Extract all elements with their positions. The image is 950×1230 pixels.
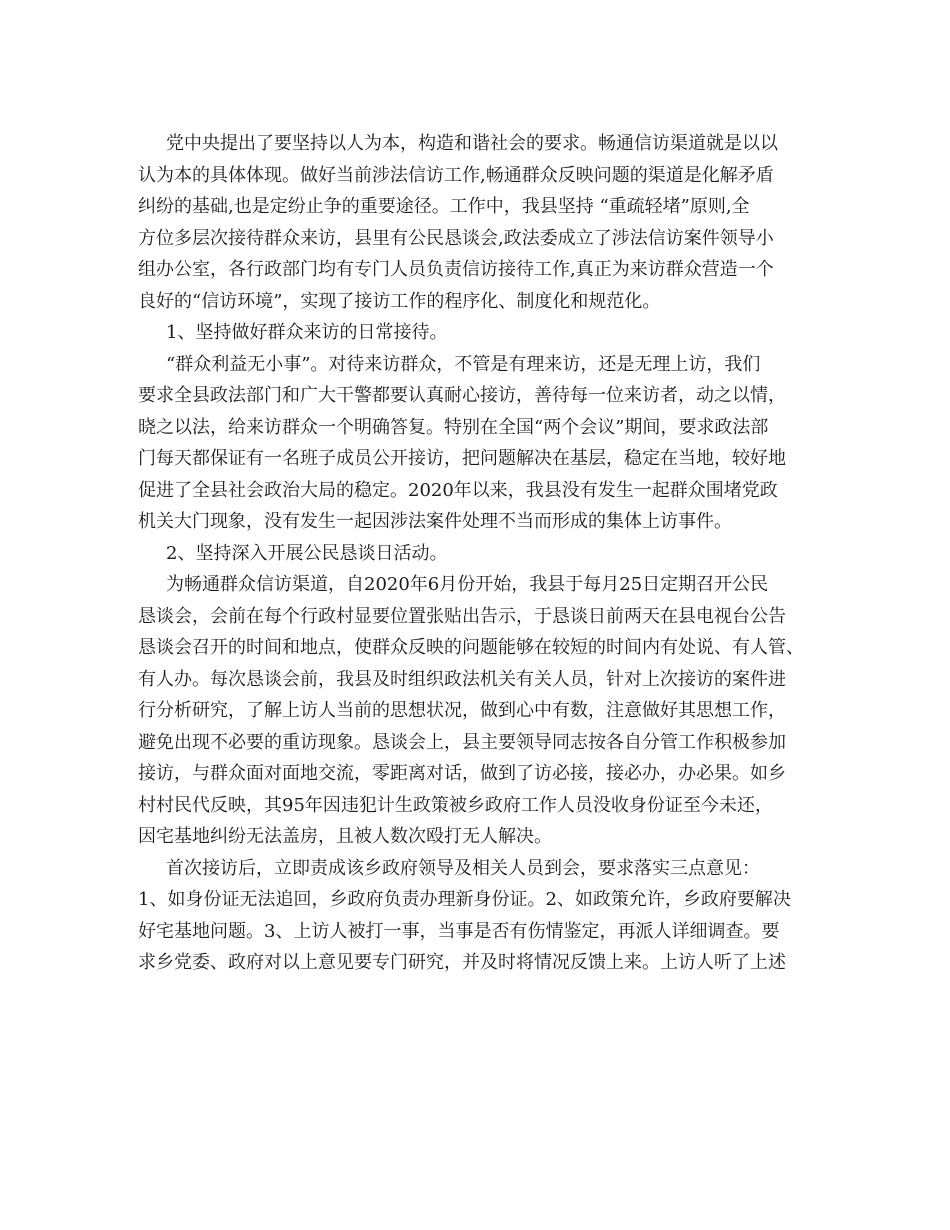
paragraph-line: 求乡党委、政府对以上意见要专门研究，并及时将情况反馈上来。上访人听了上述	[138, 952, 786, 973]
section-heading: 1、坚持做好群众来访的日常接待。	[166, 322, 448, 343]
paragraph-line: 认为本的具体体现。做好当前涉法信访工作,畅通群众反映问题的渠道是化解矛盾	[138, 164, 774, 186]
paragraph-line: 良好的“信访环境”，实现了接访工作的程序化、制度化和规范化。	[138, 290, 661, 312]
paragraph-line: 为畅通群众信访渠道，自2020年6月份开始，我县于每月25日定期召开公民	[166, 574, 769, 595]
paragraph-line: 门每天都保证有一名班子成员公开接访，把问题解决在基层，稳定在当地，较好地	[138, 448, 786, 469]
paragraph-line: 接访，与群众面对面地交流，零距离对话，做到了访必接，接必办，办必果。如乡	[138, 763, 786, 784]
paragraph-line: 好宅基地问题。3、上访人被打一事，当事是否有伤情鉴定，再派人详细调查。要	[138, 920, 780, 942]
section-heading: 2、坚持深入开展公民恳谈日活动。	[166, 542, 448, 564]
paragraph-line: 有人办。每次恳谈会前，我县及时组织政法机关有关人员，针对上次接访的案件进	[138, 668, 786, 690]
paragraph-line: 要求全县政法部门和广大干警都要认真耐心接访，善待每一位来访者，动之以情，	[138, 385, 786, 406]
paragraph-line: “群众利益无小事”。对待来访群众，不管是有理来访，还是无理上访，我们	[166, 353, 761, 375]
paragraph-line: 机关大门现象，没有发生一起因涉法案件处理不当而形成的集体上访事件。	[138, 511, 732, 532]
paragraph-line: 1、如身份证无法追回，乡政府负责办理新身份证。2、如政策允许，乡政府要解决	[138, 889, 791, 910]
paragraph-line: 促进了全县社会政治大局的稳定。2020年以来，我县没有发生一起群众围堵党政	[138, 479, 778, 501]
paragraph-line: 方位多层次接待群众来访，县里有公民恳谈会,政法委成立了涉法信访案件领导小	[138, 227, 774, 249]
paragraph-line: 村村民代反映，其95年因违犯计生政策被乡政府工作人员没收身份证至今未还，	[138, 794, 773, 816]
paragraph-line: 纠纷的基础,也是定纷止争的重要途径。工作中，我县坚持 “重疏轻堵”原则,全	[138, 196, 750, 217]
paragraph-line: 因宅基地纠纷无法盖房，且被人数次殴打无人解决。	[138, 826, 552, 847]
paragraph-line: 行分析研究，了解上访人当前的思想状况，做到心中有数，注意做好其思想工作，	[138, 700, 786, 721]
paragraph-line: 恳谈会，会前在每个行政村显要位置张贴出告示，于恳谈日前两天在县电视台公告	[138, 605, 786, 627]
document-body	[138, 128, 828, 979]
paragraph-line: 晓之以法，给来访群众一个明确答复。特别在全国“两个会议”期间，要求政法部	[138, 416, 769, 438]
paragraph-line: 首次接访后，立即责成该乡政府领导及相关人员到会，要求落实三点意见：	[166, 857, 760, 879]
paragraph-line: 避免出现不必要的重访现象。恳谈会上，县主要领导同志按各自分管工作积极参加	[138, 731, 786, 753]
paragraph-line: 组办公室，各行政部门均有专门人员负责信访接待工作,真正为来访群众营造一个	[138, 259, 774, 280]
paragraph-line: 恳谈会召开的时间和地点，使群众反映的问题能够在较短的时间内有处说、有人管、	[138, 637, 804, 658]
paragraph-line: 党中央提出了要坚持以人为本，构造和谐社会的要求。畅通信访渠道就是以以	[166, 133, 778, 154]
